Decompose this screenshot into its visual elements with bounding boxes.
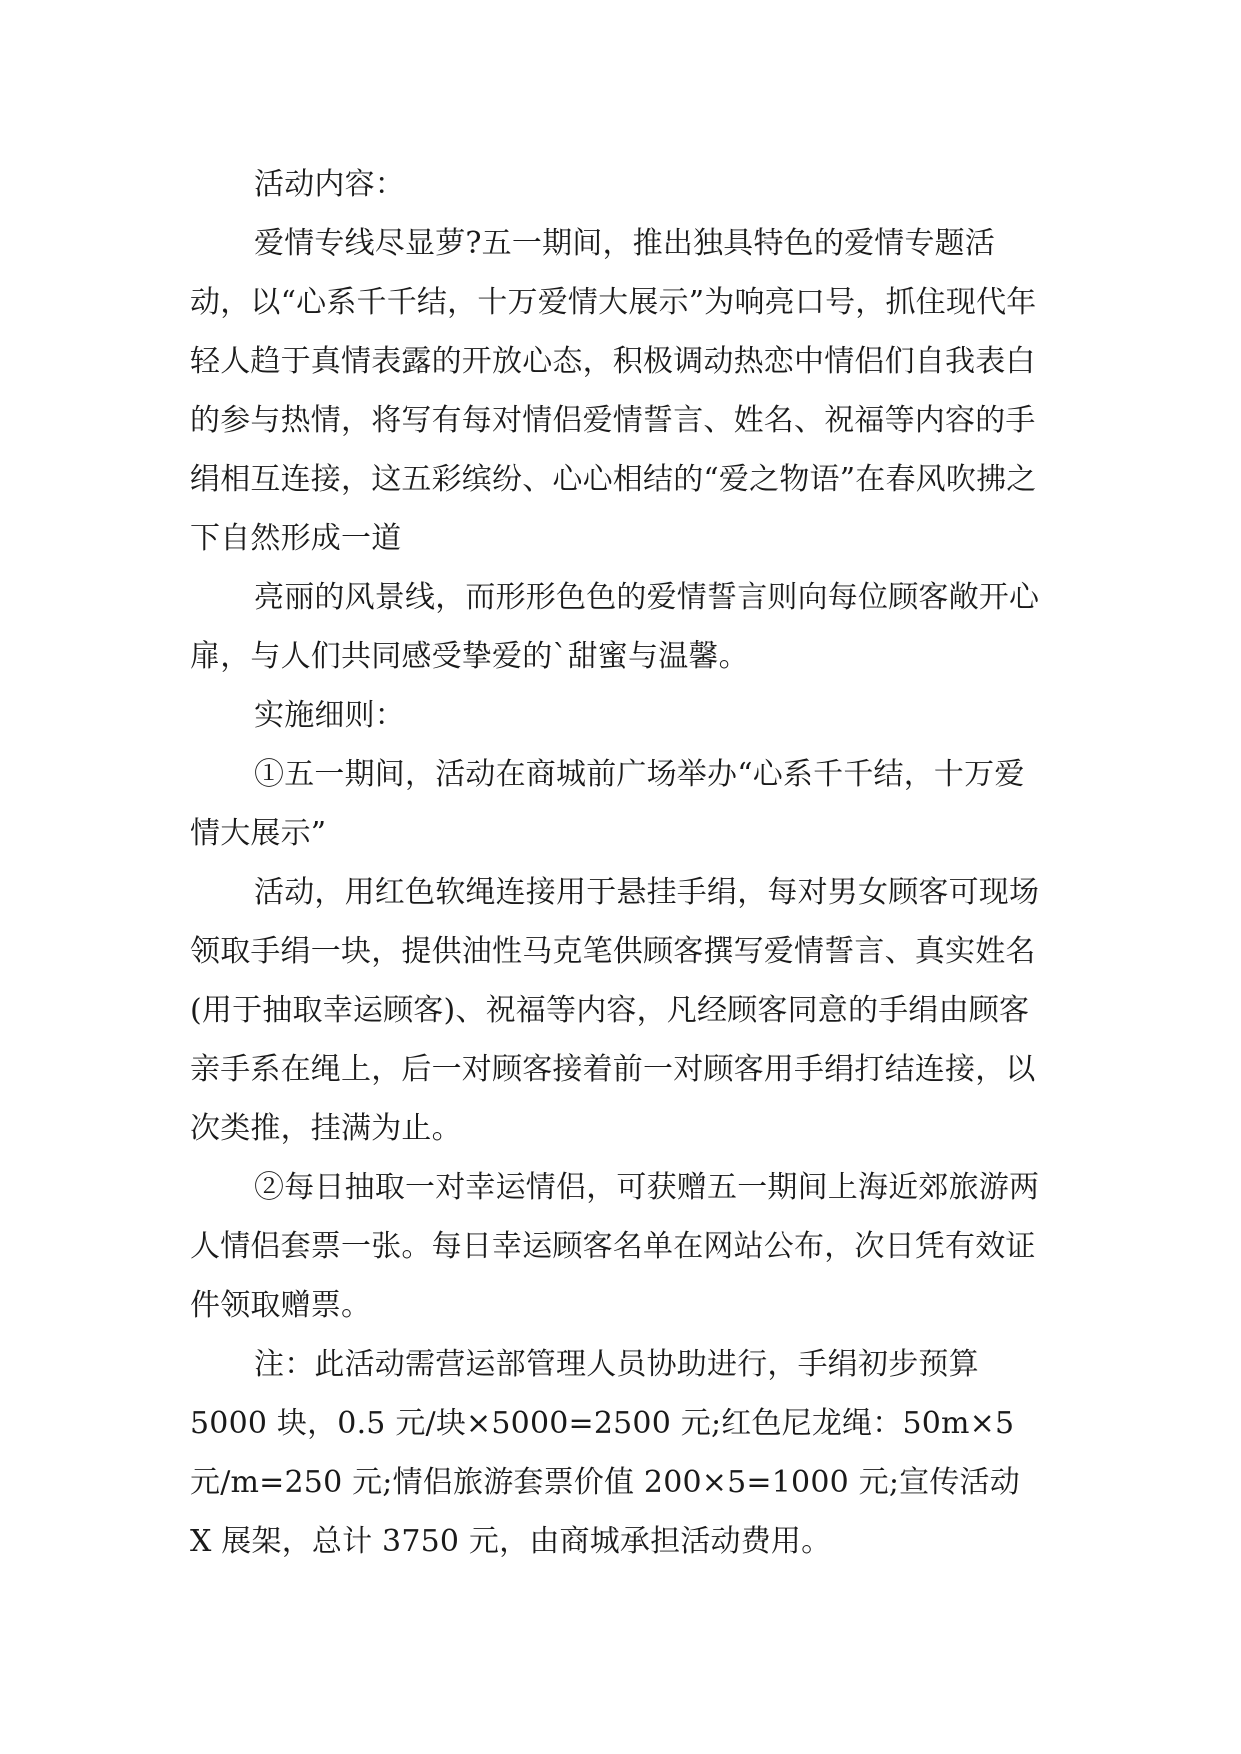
- paragraph-item-2: ②每日抽取一对幸运情侣，可获赠五一期间上海近郊旅游两人情侣套票一张。每日幸运顾客名单在网站公布，次日凭有效证件领取赠票。: [190, 1170, 1040, 1323]
- document-body: [190, 155, 1046, 1571]
- section-heading-activity-content: 活动内容：: [254, 167, 405, 202]
- paragraph-note-budget: 注：此活动需营运部管理人员协助进行，手绢初步预算5000 块，0.5 元/块×5000=2500 元;红色尼龙绳：50m×5 元/m=250 元;情侣旅游套票价值 200×5=1000 元;宣传活动 X 展架，总计 3750 元，由商城承担活动费用。: [190, 1347, 1020, 1559]
- section-heading-implementation: 实施细则：: [254, 698, 405, 733]
- paragraph-activity-details: 活动，用红色软绳连接用于悬挂手绢，每对男女顾客可现场领取手绢一块，提供油性马克笔供顾客撰写爱情誓言、真实姓名(用于抽取幸运顾客)、祝福等内容，凡经顾客同意的手绢由顾客亲手系在绳上，后一对顾客接着前一对顾客用手绢打结连接，以次类推，挂满为止。: [190, 875, 1040, 1146]
- paragraph-love-line: 爱情专线尽显萝?五一期间，推出独具特色的爱情专题活动，以“心系千千结，十万爱情大展示”为响亮口号，抓住现代年轻人趋于真情表露的开放心态，积极调动热恋中情侣们自我表白的参与热情，将写有每对情侣爱情誓言、姓名、祝福等内容的手绢相互连接，这五彩缤纷、心心相结的“爱之物语”在春风吹拂之下自然形成一道: [190, 226, 1037, 556]
- paragraph-scenery-line: 亮丽的风景线，而形形色色的爱情誓言则向每位顾客敞开心扉，与人们共同感受挚爱的`甜蜜与温馨。: [190, 580, 1040, 674]
- paragraph-item-1: ①五一期间，活动在商城前广场举办“心系千千结，十万爱情大展示”: [190, 757, 1025, 851]
